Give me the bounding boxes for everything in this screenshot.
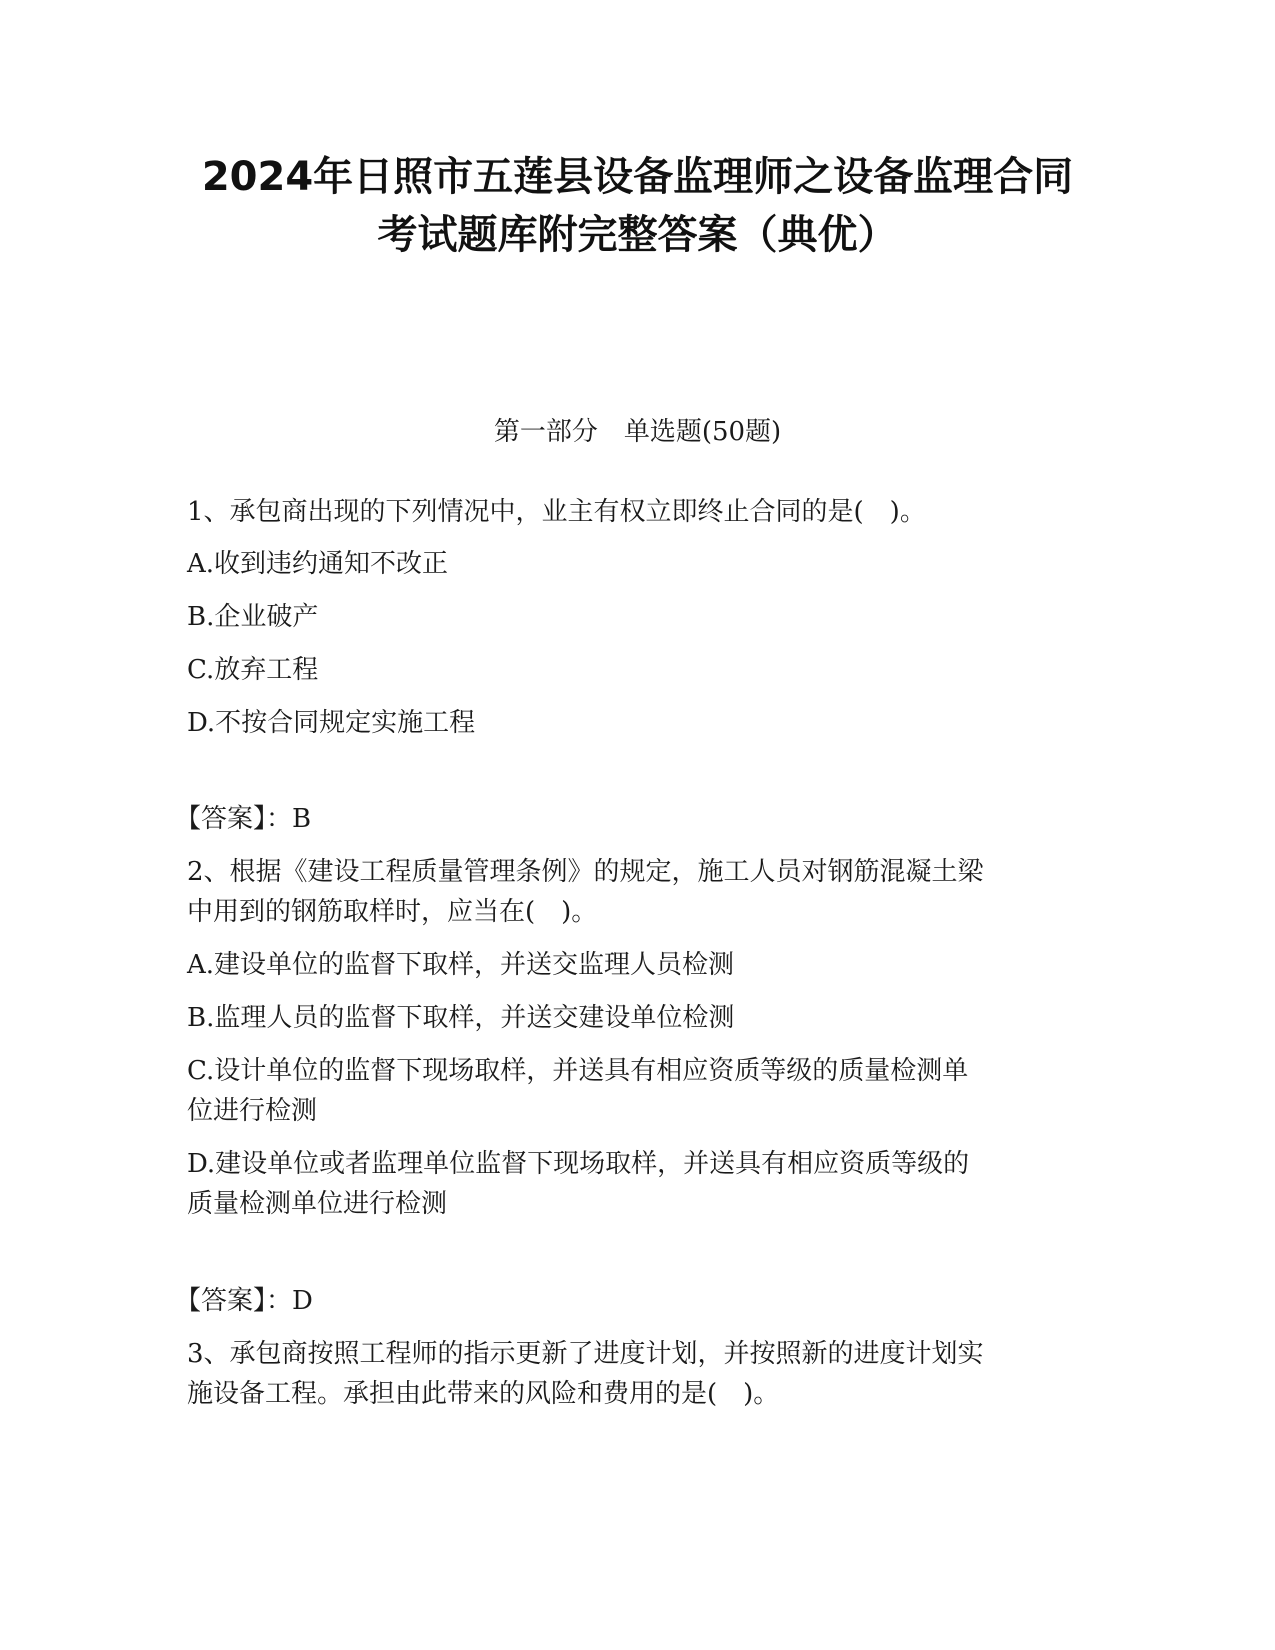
- question-3-stem-line-2: 施设备工程。承担由此带来的风险和费用的是( )。: [187, 1379, 780, 1409]
- question-1-answer: 【答案】：B: [175, 804, 312, 834]
- question-2-stem-line-1: 2、根据《建设工程质量管理条例》的规定，施工人员对钢筋混凝土梁: [187, 857, 984, 887]
- section-heading: 第一部分 单选题(50题): [493, 417, 782, 447]
- title-line-1: 2024年日照市五莲县设备监理师之设备监理合同: [201, 154, 1074, 200]
- title-line-2: 考试题库附完整答案（典优）: [377, 212, 898, 258]
- question-1-stem: 1、承包商出现的下列情况中，业主有权立即终止合同的是( )。: [187, 497, 926, 527]
- question-2-option-b: B.监理人员的监督下取样，并送交建设单位检测: [187, 1003, 735, 1033]
- question-2-stem-line-2: 中用到的钢筋取样时，应当在( )。: [187, 897, 598, 927]
- question-1-option-d: D.不按合同规定实施工程: [187, 708, 476, 738]
- question-2-option-a: A.建设单位的监督下取样，并送交监理人员检测: [187, 950, 735, 980]
- question-2-option-c-line-2: 位进行检测: [187, 1096, 318, 1126]
- question-2-option-d-line-2: 质量检测单位进行检测: [187, 1189, 448, 1219]
- question-1-option-c: C.放弃工程: [187, 655, 319, 685]
- question-2-option-c-line-1: C.设计单位的监督下现场取样，并送具有相应资质等级的质量检测单: [187, 1056, 969, 1086]
- question-1-option-a: A.收到违约通知不改正: [187, 549, 449, 579]
- question-2-option-d-line-1: D.建设单位或者监理单位监督下现场取样，并送具有相应资质等级的: [187, 1149, 970, 1179]
- question-1-option-b: B.企业破产: [187, 602, 319, 632]
- question-3-stem-line-1: 3、承包商按照工程师的指示更新了进度计划，并按照新的进度计划实: [187, 1339, 984, 1369]
- question-2-answer: 【答案】：D: [175, 1286, 313, 1316]
- document-title: [150, 148, 1125, 264]
